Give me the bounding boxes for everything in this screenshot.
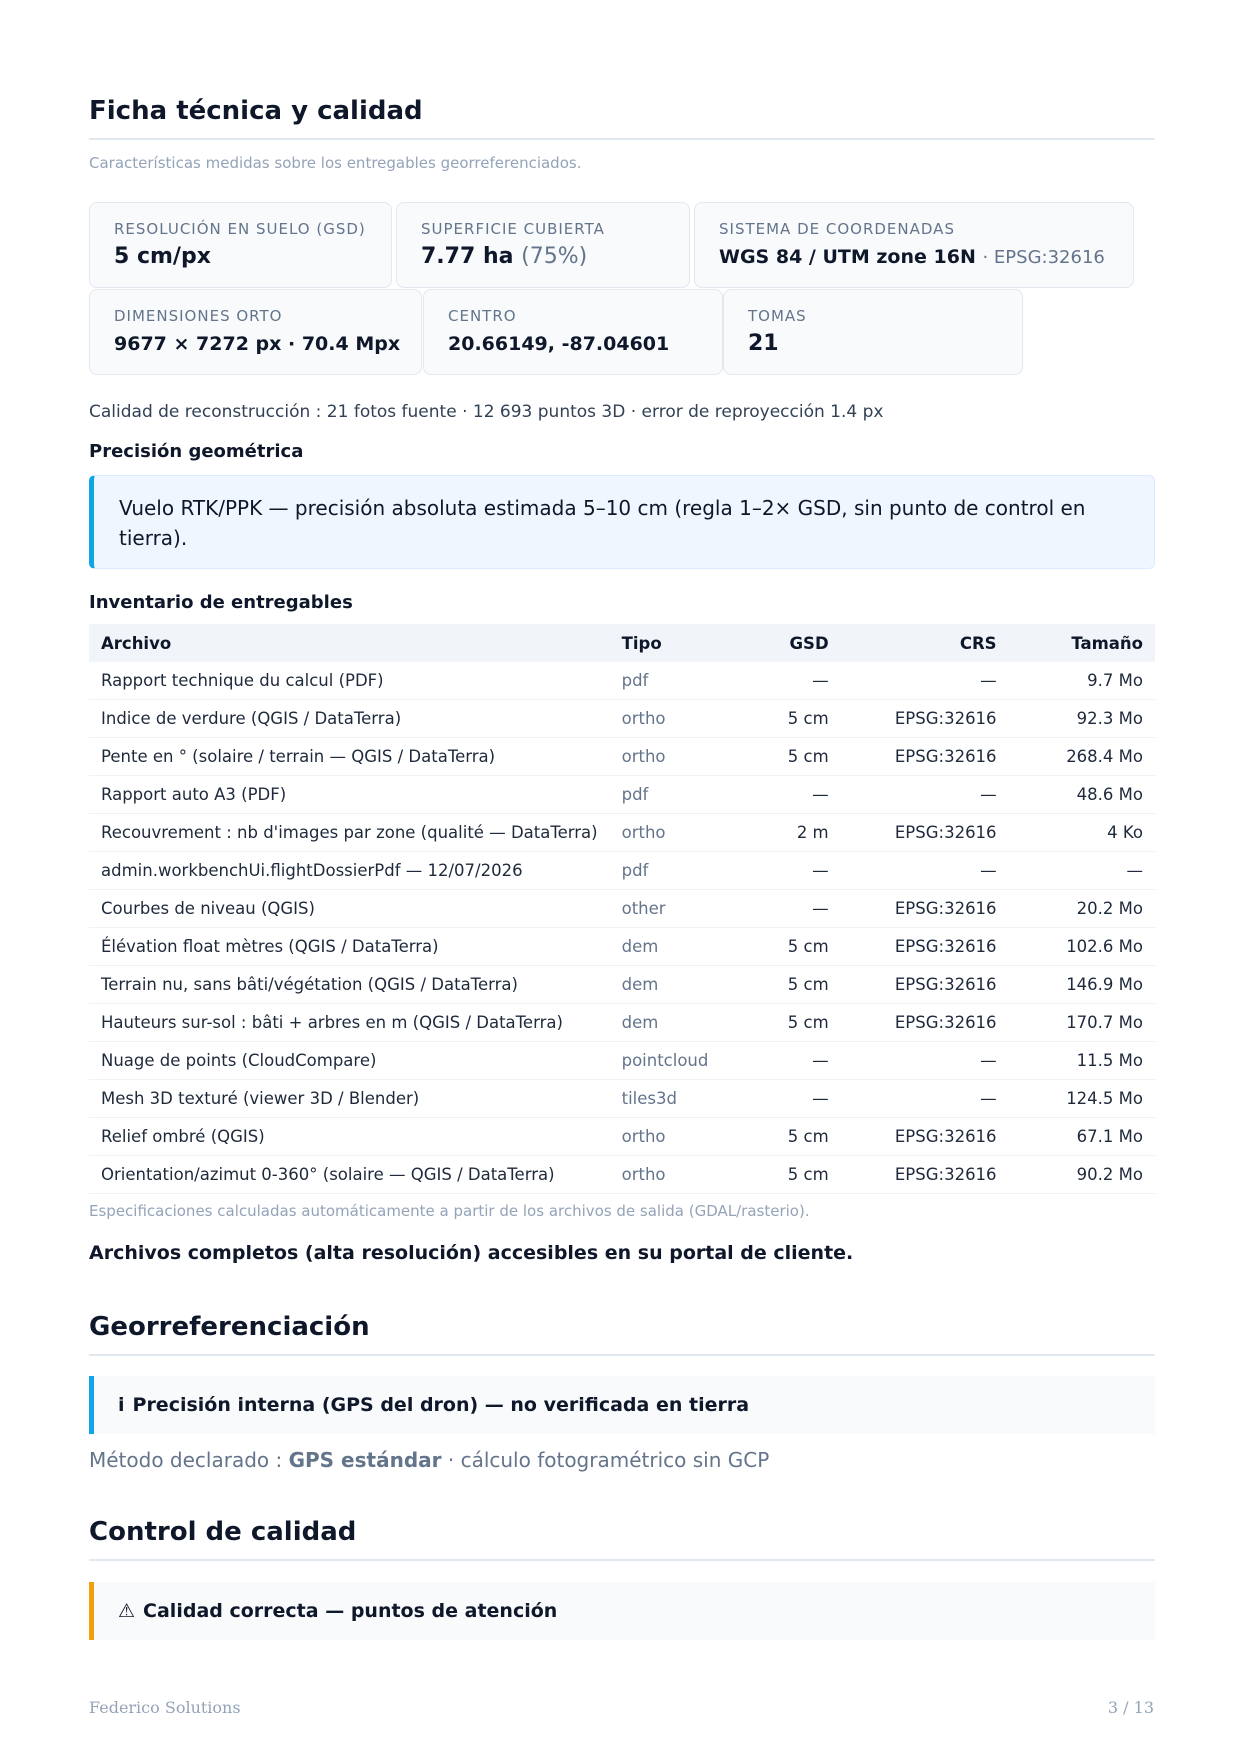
card-value-main: WGS 84 / UTM zone 16N bbox=[719, 246, 976, 268]
cell-crs: — bbox=[841, 1042, 1009, 1080]
cell-crs: — bbox=[841, 662, 1009, 700]
qc-callout-text: Calidad correcta — puntos de atención bbox=[143, 1600, 558, 1622]
card-crs bbox=[694, 202, 1134, 288]
cell-size: 90.2 Mo bbox=[1009, 1156, 1155, 1194]
cell-type: ortho bbox=[610, 1156, 747, 1194]
cell-gsd: 5 cm bbox=[747, 1156, 841, 1194]
inventory-heading: Inventario de entregables bbox=[89, 592, 353, 613]
cell-gsd: 5 cm bbox=[747, 1118, 841, 1156]
cell-gsd: 5 cm bbox=[747, 700, 841, 738]
cell-gsd: 2 m bbox=[747, 814, 841, 852]
precision-heading: Precisión geométrica bbox=[89, 441, 304, 462]
table-footnote: Especificaciones calculadas automáticamente a partir de los archivos de salida (GDAL/rasterio). bbox=[89, 1202, 810, 1220]
cell-gsd: 5 cm bbox=[747, 1004, 841, 1042]
cell-gsd: 5 cm bbox=[747, 966, 841, 1004]
cell-size: 48.6 Mo bbox=[1009, 776, 1155, 814]
table-row bbox=[89, 966, 1155, 1004]
deliverables-table bbox=[89, 624, 1155, 1194]
method-prefix: Método declarado : bbox=[89, 1448, 283, 1472]
cell-type: dem bbox=[610, 966, 747, 1004]
table-header-row bbox=[89, 624, 1155, 662]
cell-file: Orientation/azimut 0-360° (solaire — QGIS / DataTerra) bbox=[89, 1156, 610, 1194]
cell-type: dem bbox=[610, 1004, 747, 1042]
table-body bbox=[89, 662, 1155, 1194]
cell-size: 102.6 Mo bbox=[1009, 928, 1155, 966]
cell-size: 11.5 Mo bbox=[1009, 1042, 1155, 1080]
cell-size: 170.7 Mo bbox=[1009, 1004, 1155, 1042]
qc-callout bbox=[89, 1582, 1155, 1640]
cell-file: Terrain nu, sans bâti/végétation (QGIS / DataTerra) bbox=[89, 966, 610, 1004]
cell-type: ortho bbox=[610, 738, 747, 776]
method-value: GPS estándar bbox=[288, 1448, 442, 1472]
table-row bbox=[89, 738, 1155, 776]
table-row bbox=[89, 1004, 1155, 1042]
card-gsd bbox=[89, 202, 392, 288]
cell-gsd: 5 cm bbox=[747, 928, 841, 966]
section-title: Georreferenciación bbox=[89, 1312, 1155, 1356]
col-header-size: Tamaño bbox=[1009, 624, 1155, 662]
info-icon: i bbox=[118, 1394, 125, 1416]
table-row bbox=[89, 814, 1155, 852]
cell-gsd: — bbox=[747, 852, 841, 890]
card-value-extra: · EPSG:32616 bbox=[982, 247, 1105, 268]
cell-size: 146.9 Mo bbox=[1009, 966, 1155, 1004]
table-row bbox=[89, 1042, 1155, 1080]
table-row bbox=[89, 928, 1155, 966]
cell-crs: EPSG:32616 bbox=[841, 928, 1009, 966]
cell-type: pdf bbox=[610, 662, 747, 700]
card-value: 9677 × 7272 px · 70.4 Mpx bbox=[114, 333, 401, 355]
card-value: 20.66149, -87.04601 bbox=[448, 333, 670, 355]
cell-crs: — bbox=[841, 776, 1009, 814]
card-dimensions bbox=[89, 289, 422, 375]
cell-crs: EPSG:32616 bbox=[841, 700, 1009, 738]
card-value-main: 7.77 ha bbox=[421, 244, 514, 269]
card-center bbox=[423, 289, 723, 375]
card-label: SUPERFICIE CUBIERTA bbox=[421, 220, 605, 238]
cell-type: ortho bbox=[610, 814, 747, 852]
card-value bbox=[719, 246, 1109, 268]
cell-file: Hauteurs sur-sol : bâti + arbres en m (QGIS / DataTerra) bbox=[89, 1004, 610, 1042]
cell-size: 67.1 Mo bbox=[1009, 1118, 1155, 1156]
card-value: 21 bbox=[748, 331, 779, 356]
cell-gsd: — bbox=[747, 1042, 841, 1080]
section-title: Control de calidad bbox=[89, 1517, 1155, 1561]
cell-crs: EPSG:32616 bbox=[841, 1118, 1009, 1156]
cell-gsd: 5 cm bbox=[747, 738, 841, 776]
cell-crs: EPSG:32616 bbox=[841, 1156, 1009, 1194]
card-label: RESOLUCIÓN EN SUELO (GSD) bbox=[114, 220, 366, 238]
section-georeferencing bbox=[89, 1312, 1155, 1356]
cell-file: Rapport auto A3 (PDF) bbox=[89, 776, 610, 814]
footer-company: Federico Solutions bbox=[89, 1698, 241, 1717]
cell-file: Mesh 3D texturé (viewer 3D / Blender) bbox=[89, 1080, 610, 1118]
card-value: 5 cm/px bbox=[114, 244, 211, 269]
portal-note: Archivos completos (alta resolución) accesibles en su portal de cliente. bbox=[89, 1242, 854, 1264]
cell-size: 4 Ko bbox=[1009, 814, 1155, 852]
section-quality-control bbox=[89, 1517, 1155, 1561]
cell-crs: — bbox=[841, 1080, 1009, 1118]
table-row bbox=[89, 662, 1155, 700]
cell-type: pdf bbox=[610, 776, 747, 814]
cell-crs: EPSG:32616 bbox=[841, 1004, 1009, 1042]
cell-gsd: — bbox=[747, 776, 841, 814]
card-value-extra: (75%) bbox=[521, 244, 588, 269]
cell-size: 124.5 Mo bbox=[1009, 1080, 1155, 1118]
cell-file: Nuage de points (CloudCompare) bbox=[89, 1042, 610, 1080]
cell-crs: EPSG:32616 bbox=[841, 738, 1009, 776]
table-row bbox=[89, 890, 1155, 928]
card-label: DIMENSIONES ORTO bbox=[114, 307, 283, 325]
cell-type: other bbox=[610, 890, 747, 928]
footer-page-number: 3 / 13 bbox=[1107, 1698, 1154, 1717]
section-technical-sheet bbox=[89, 96, 1155, 172]
cell-size: 20.2 Mo bbox=[1009, 890, 1155, 928]
section-subtitle: Características medidas sobre los entregables georreferenciados. bbox=[89, 154, 582, 172]
cell-crs: — bbox=[841, 852, 1009, 890]
col-header-crs: CRS bbox=[841, 624, 1009, 662]
cell-file: Rapport technique du calcul (PDF) bbox=[89, 662, 610, 700]
declared-method bbox=[89, 1448, 769, 1472]
card-value bbox=[421, 244, 665, 269]
cell-crs: EPSG:32616 bbox=[841, 814, 1009, 852]
table-row bbox=[89, 1156, 1155, 1194]
card-label: TOMAS bbox=[748, 307, 807, 325]
cell-file: Recouvrement : nb d'images par zone (qualité — DataTerra) bbox=[89, 814, 610, 852]
cell-file: Relief ombré (QGIS) bbox=[89, 1118, 610, 1156]
card-label: SISTEMA DE COORDENADAS bbox=[719, 220, 955, 238]
cell-file: Indice de verdure (QGIS / DataTerra) bbox=[89, 700, 610, 738]
reconstruction-quality: Calidad de reconstrucción : 21 fotos fuente · 12 693 puntos 3D · error de reproyección 1.4 px bbox=[89, 402, 884, 422]
cell-size: — bbox=[1009, 852, 1155, 890]
col-header-file: Archivo bbox=[89, 624, 610, 662]
cell-crs: EPSG:32616 bbox=[841, 890, 1009, 928]
cell-gsd: — bbox=[747, 890, 841, 928]
cell-file: Pente en ° (solaire / terrain — QGIS / DataTerra) bbox=[89, 738, 610, 776]
precision-callout: Vuelo RTK/PPK — precisión absoluta estimada 5–10 cm (regla 1–2× GSD, sin punto de control en tierra). bbox=[89, 475, 1155, 569]
warning-icon: ⚠ bbox=[118, 1600, 136, 1622]
georef-callout-text: Precisión interna (GPS del dron) — no verificada en tierra bbox=[132, 1394, 750, 1416]
table-row bbox=[89, 1080, 1155, 1118]
cell-file: Courbes de niveau (QGIS) bbox=[89, 890, 610, 928]
table-row bbox=[89, 852, 1155, 890]
cell-type: ortho bbox=[610, 700, 747, 738]
cell-crs: EPSG:32616 bbox=[841, 966, 1009, 1004]
card-shots bbox=[723, 289, 1023, 375]
cell-file: Élévation float mètres (QGIS / DataTerra) bbox=[89, 928, 610, 966]
cell-size: 268.4 Mo bbox=[1009, 738, 1155, 776]
card-label: CENTRO bbox=[448, 307, 517, 325]
cell-file: admin.workbenchUi.flightDossierPdf — 12/07/2026 bbox=[89, 852, 610, 890]
card-surface bbox=[396, 202, 690, 288]
cell-size: 92.3 Mo bbox=[1009, 700, 1155, 738]
cell-gsd: — bbox=[747, 1080, 841, 1118]
cell-type: pdf bbox=[610, 852, 747, 890]
cell-type: tiles3d bbox=[610, 1080, 747, 1118]
cell-type: ortho bbox=[610, 1118, 747, 1156]
table-row bbox=[89, 776, 1155, 814]
cell-type: dem bbox=[610, 928, 747, 966]
cell-size: 9.7 Mo bbox=[1009, 662, 1155, 700]
table-row bbox=[89, 1118, 1155, 1156]
col-header-gsd: GSD bbox=[747, 624, 841, 662]
section-title: Ficha técnica y calidad bbox=[89, 96, 1155, 140]
cell-type: pointcloud bbox=[610, 1042, 747, 1080]
table-row bbox=[89, 700, 1155, 738]
method-suffix: · cálculo fotogramétrico sin GCP bbox=[447, 1448, 770, 1472]
georef-callout bbox=[89, 1376, 1155, 1434]
col-header-type: Tipo bbox=[610, 624, 747, 662]
cell-gsd: — bbox=[747, 662, 841, 700]
